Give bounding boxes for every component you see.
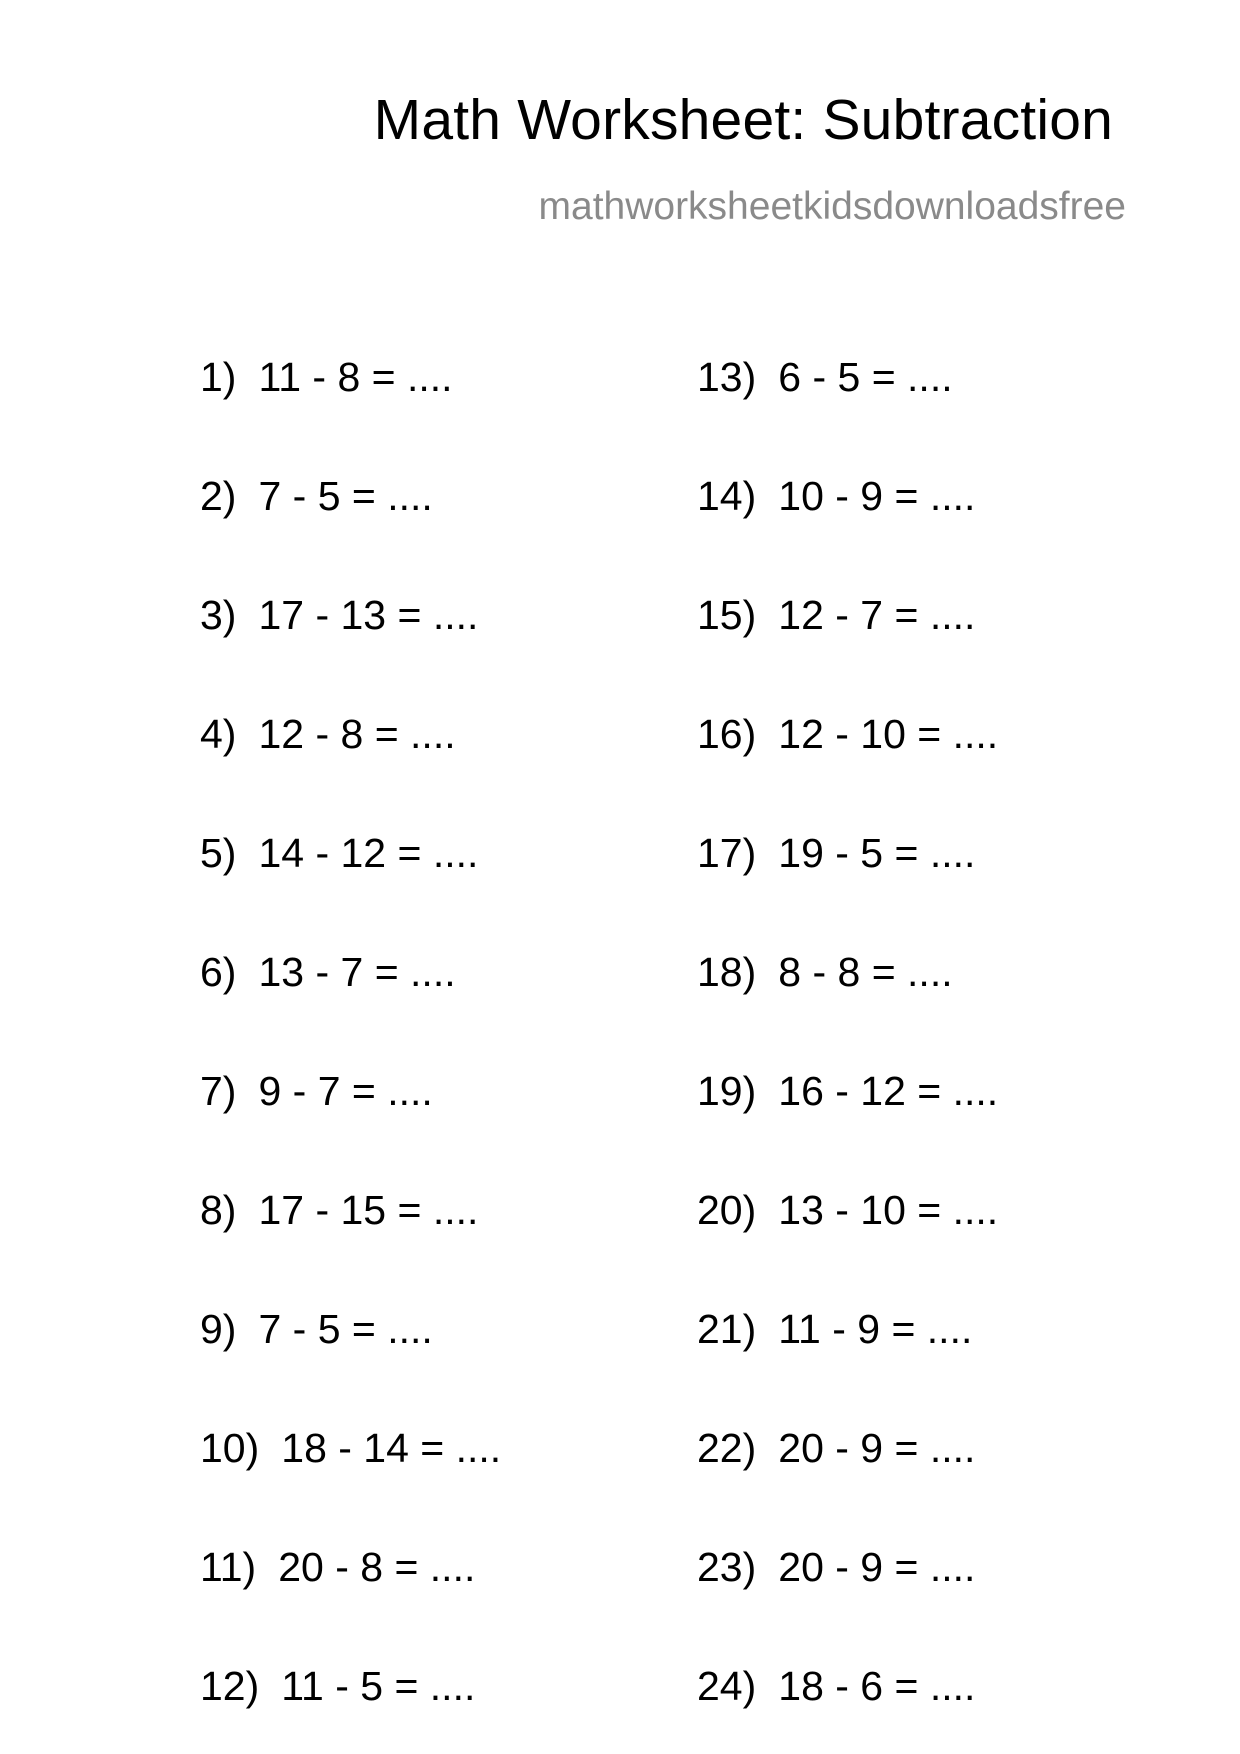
problem-expression: 11 - 8 = .... <box>258 354 453 400</box>
problem-expression: 11 - 9 = .... <box>778 1306 973 1352</box>
problem-number: 8) <box>200 1187 237 1233</box>
problem-expression: 20 - 8 = .... <box>278 1544 476 1590</box>
problem-expression: 16 - 12 = .... <box>778 1068 999 1114</box>
problem-expression: 13 - 7 = .... <box>258 949 456 995</box>
problem-number: 9) <box>200 1306 237 1352</box>
problem-item <box>200 1425 502 1471</box>
problem-number: 11) <box>200 1544 257 1590</box>
problem-number: 22) <box>697 1425 757 1471</box>
problem-item <box>200 592 479 638</box>
problem-expression: 17 - 13 = .... <box>258 592 479 638</box>
problem-expression: 19 - 5 = .... <box>778 830 976 876</box>
problem-expression: 10 - 9 = .... <box>778 473 976 519</box>
problem-item <box>200 1544 476 1590</box>
problem-number: 5) <box>200 830 237 876</box>
problem-number: 24) <box>697 1663 757 1709</box>
problem-item <box>697 1544 976 1590</box>
problem-expression: 12 - 8 = .... <box>258 711 456 757</box>
problem-number: 12) <box>200 1663 260 1709</box>
problem-item <box>200 473 433 519</box>
problem-item <box>697 1306 973 1352</box>
problem-expression: 12 - 7 = .... <box>778 592 976 638</box>
problem-number: 17) <box>697 830 757 876</box>
problem-number: 15) <box>697 592 757 638</box>
problem-expression: 8 - 8 = .... <box>778 949 953 995</box>
problem-expression: 6 - 5 = .... <box>778 354 953 400</box>
problem-expression: 20 - 9 = .... <box>778 1425 976 1471</box>
problem-item <box>200 1068 433 1114</box>
problem-number: 4) <box>200 711 237 757</box>
problem-number: 14) <box>697 473 757 519</box>
problem-number: 10) <box>200 1425 260 1471</box>
problem-expression: 9 - 7 = .... <box>258 1068 433 1114</box>
problem-number: 18) <box>697 949 757 995</box>
problem-number: 20) <box>697 1187 757 1233</box>
problem-number: 6) <box>200 949 237 995</box>
problem-number: 21) <box>697 1306 757 1352</box>
problem-item <box>200 1187 479 1233</box>
problem-number: 16) <box>697 711 757 757</box>
problem-item <box>697 949 953 995</box>
problem-item <box>200 1663 476 1709</box>
problem-item <box>697 711 999 757</box>
problem-expression: 18 - 6 = .... <box>778 1663 976 1709</box>
problem-expression: 12 - 10 = .... <box>778 711 999 757</box>
problem-expression: 20 - 9 = .... <box>778 1544 976 1590</box>
problem-item <box>697 592 976 638</box>
problem-number: 13) <box>697 354 757 400</box>
page-title: Math Worksheet: Subtraction <box>373 88 1113 152</box>
problem-expression: 11 - 5 = .... <box>281 1663 476 1709</box>
problem-number: 2) <box>200 473 237 519</box>
problem-item <box>697 1425 976 1471</box>
problem-number: 19) <box>697 1068 757 1114</box>
problem-expression: 14 - 12 = .... <box>258 830 479 876</box>
problem-number: 7) <box>200 1068 237 1114</box>
problem-item <box>200 1306 433 1352</box>
problem-number: 1) <box>200 354 237 400</box>
problem-expression: 7 - 5 = .... <box>258 473 433 519</box>
problem-number: 23) <box>697 1544 757 1590</box>
page-subtitle: mathworksheetkidsdownloadsfree <box>538 185 1126 228</box>
problem-item <box>697 1068 999 1114</box>
problem-item <box>697 1187 999 1233</box>
problem-expression: 17 - 15 = .... <box>258 1187 479 1233</box>
problem-item <box>697 354 953 400</box>
problem-item <box>200 711 456 757</box>
problem-expression: 18 - 14 = .... <box>281 1425 502 1471</box>
problem-item <box>697 473 976 519</box>
problem-item <box>200 830 479 876</box>
problem-item <box>697 830 976 876</box>
problem-item <box>200 949 456 995</box>
problem-item <box>200 354 453 400</box>
problem-item <box>697 1663 976 1709</box>
problem-number: 3) <box>200 592 237 638</box>
worksheet-header <box>373 88 1126 228</box>
problem-expression: 7 - 5 = .... <box>258 1306 433 1352</box>
problem-expression: 13 - 10 = .... <box>778 1187 999 1233</box>
